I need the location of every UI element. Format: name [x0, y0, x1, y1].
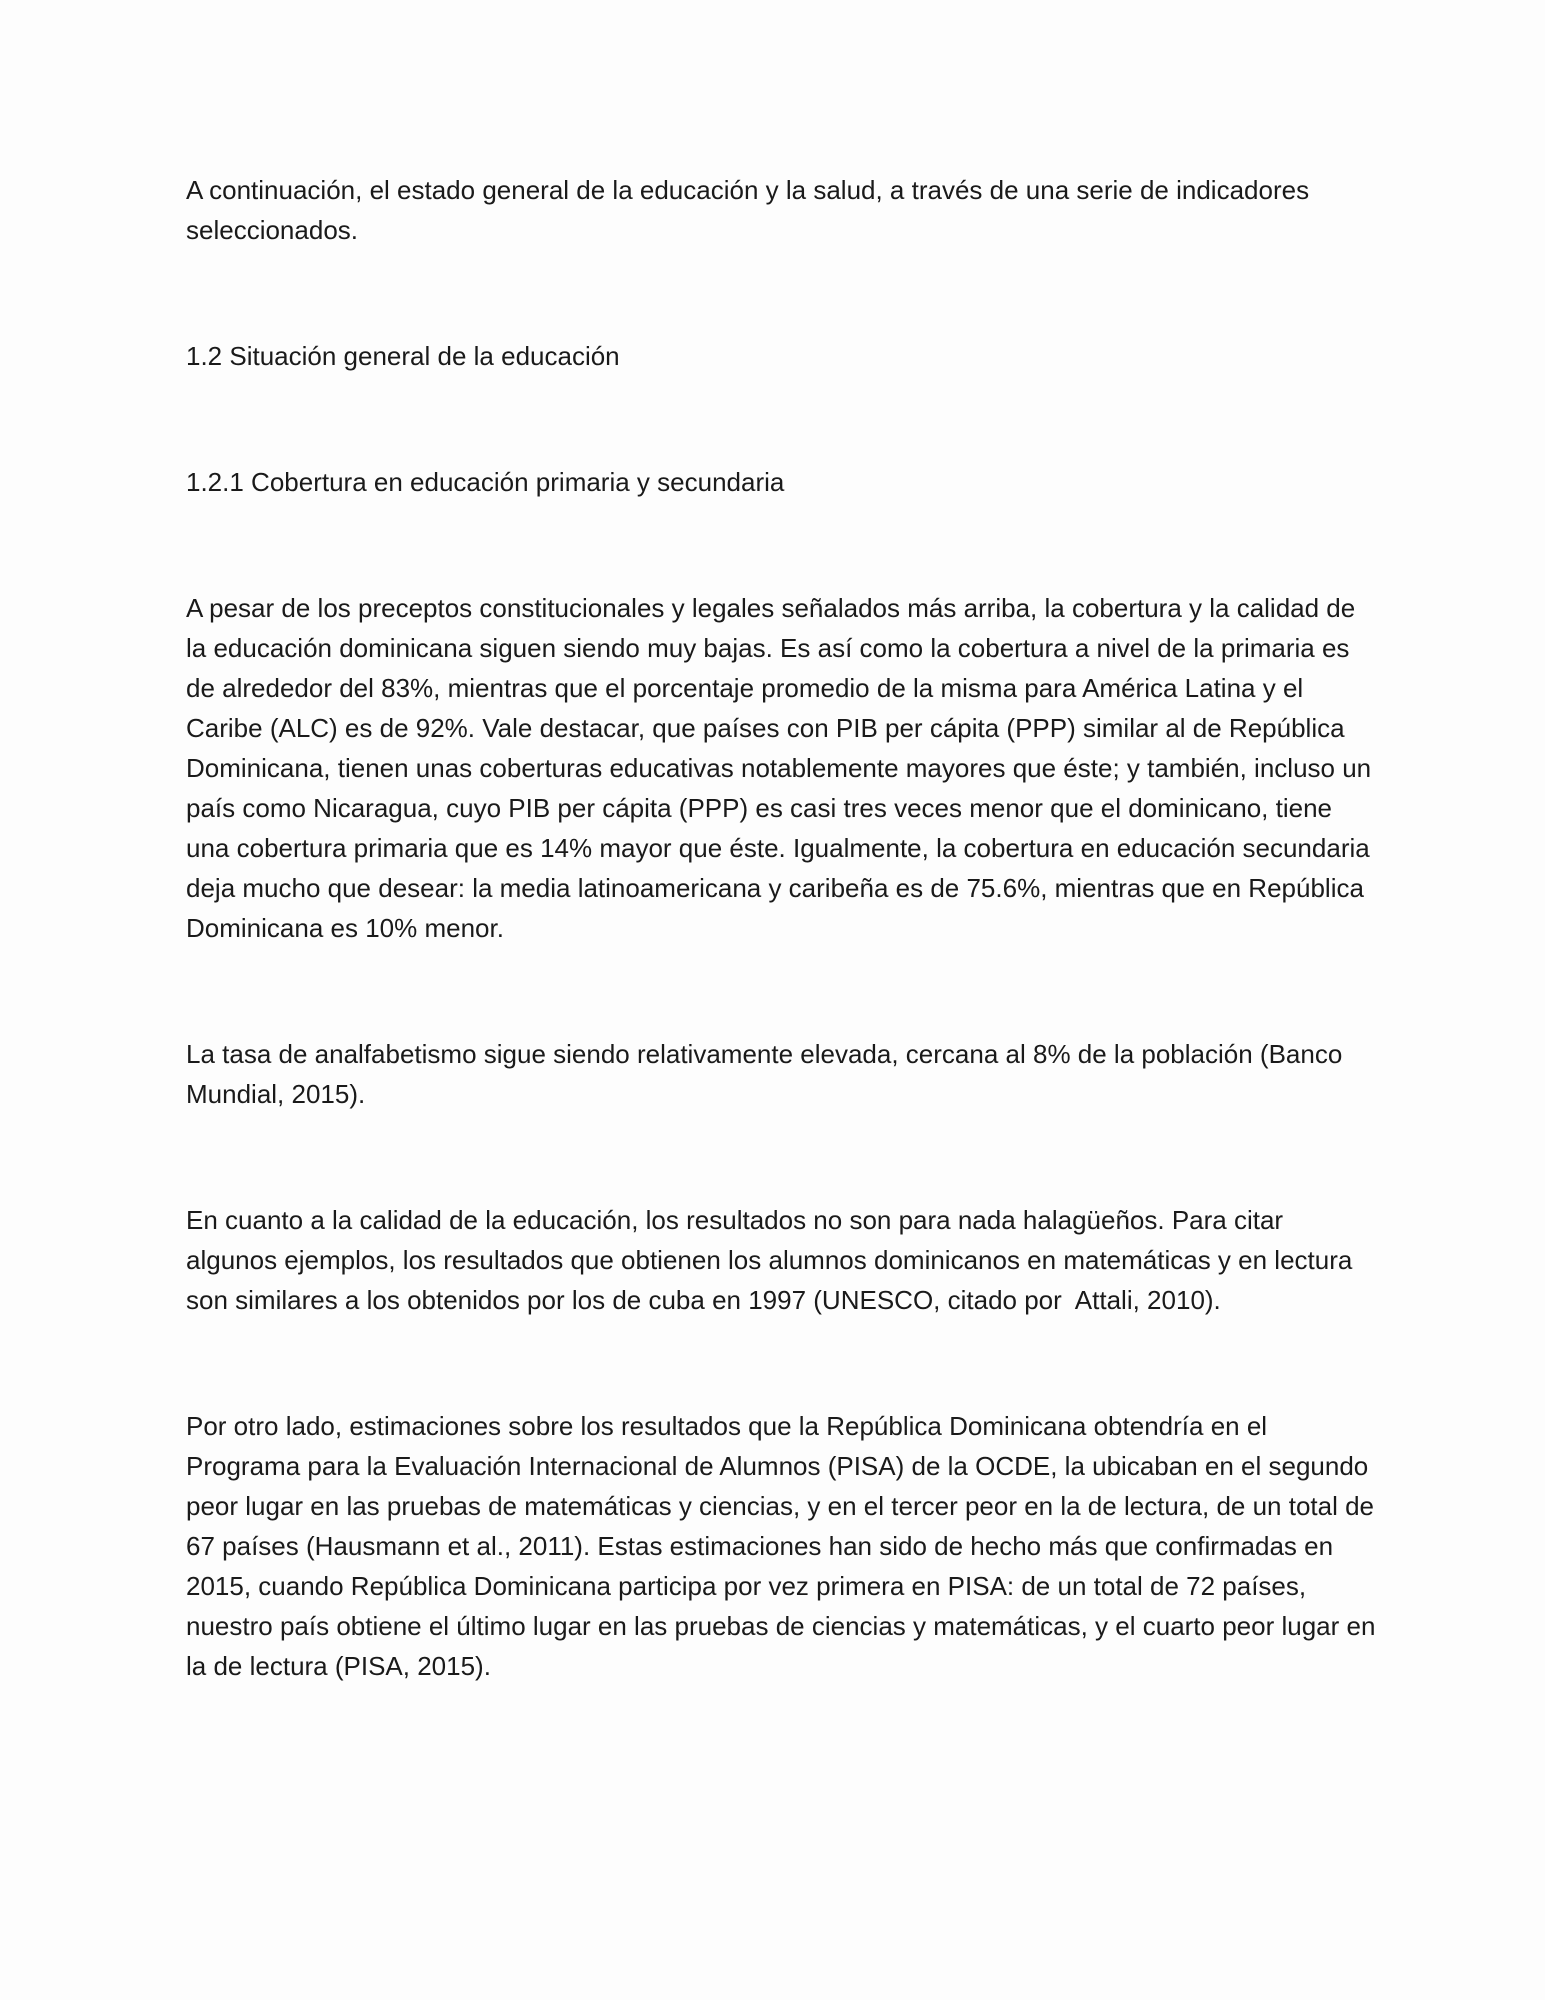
section-heading-1-2: 1.2 Situación general de la educación [186, 341, 620, 371]
document-text-column [186, 170, 1381, 1686]
paragraph-intro: A continuación, el estado general de la educación y la salud, a través de una serie de indicadores seleccionados. [186, 175, 1317, 245]
paragraph-illiteracy: La tasa de analfabetismo sigue siendo relativamente elevada, cercana al 8% de la población (Banco Mundial, 2015). [186, 1039, 1350, 1109]
subsection-heading-1-2-1: 1.2.1 Cobertura en educación primaria y secundaria [186, 467, 785, 497]
paragraph-pisa-results: Por otro lado, estimaciones sobre los resultados que la República Dominicana obtendría en el Programa para la Evaluación Internacional de Alumnos (PISA) de la OCDE, la ubicaban en el segundo peor lugar en las pruebas de matemáticas y ciencias, y en el tercer peor en la de lectura, de un total de 67 países (Hausmann et al., 2011). Estas estimaciones han sido de hecho más que confirmadas en 2015, cuando República Dominicana participa por vez primera en PISA: de un total de 72 países, nuestro país obtiene el último lugar en las pruebas de ciencias y matemáticas, y el cuarto peor lugar en la de lectura (PISA, 2015). [186, 1411, 1383, 1681]
paragraph-coverage: A pesar de los preceptos constitucionales y legales señalados más arriba, la cobertura y la calidad de la educación dominicana siguen siendo muy bajas. Es así como la cobertura a nivel de la primaria es de alrededor del 83%, mientras que el porcentaje promedio de la misma para América Latina y el Caribe (ALC) es de 92%. Vale destacar, que países con PIB per cápita (PPP) similar al de República Dominicana, tienen unas coberturas educativas notablemente mayores que éste; y también, incluso un país como Nicaragua, cuyo PIB per cápita (PPP) es casi tres veces menor que el dominicano, tiene una cobertura primaria que es 14% mayor que éste. Igualmente, la cobertura en educación secundaria deja mucho que desear: la media latinoamericana y caribeña es de 75.6%, mientras que en República Dominicana es 10% menor. [186, 593, 1379, 943]
paragraph-education-quality: En cuanto a la calidad de la educación, los resultados no son para nada halagüeños. Para citar algunos ejemplos, los resultados que obtienen los alumnos dominicanos en matemáticas y en lectura son similares a los obtenidos por los de cuba en 1997 (UNESCO, citado por Attali, 2010). [186, 1205, 1360, 1315]
